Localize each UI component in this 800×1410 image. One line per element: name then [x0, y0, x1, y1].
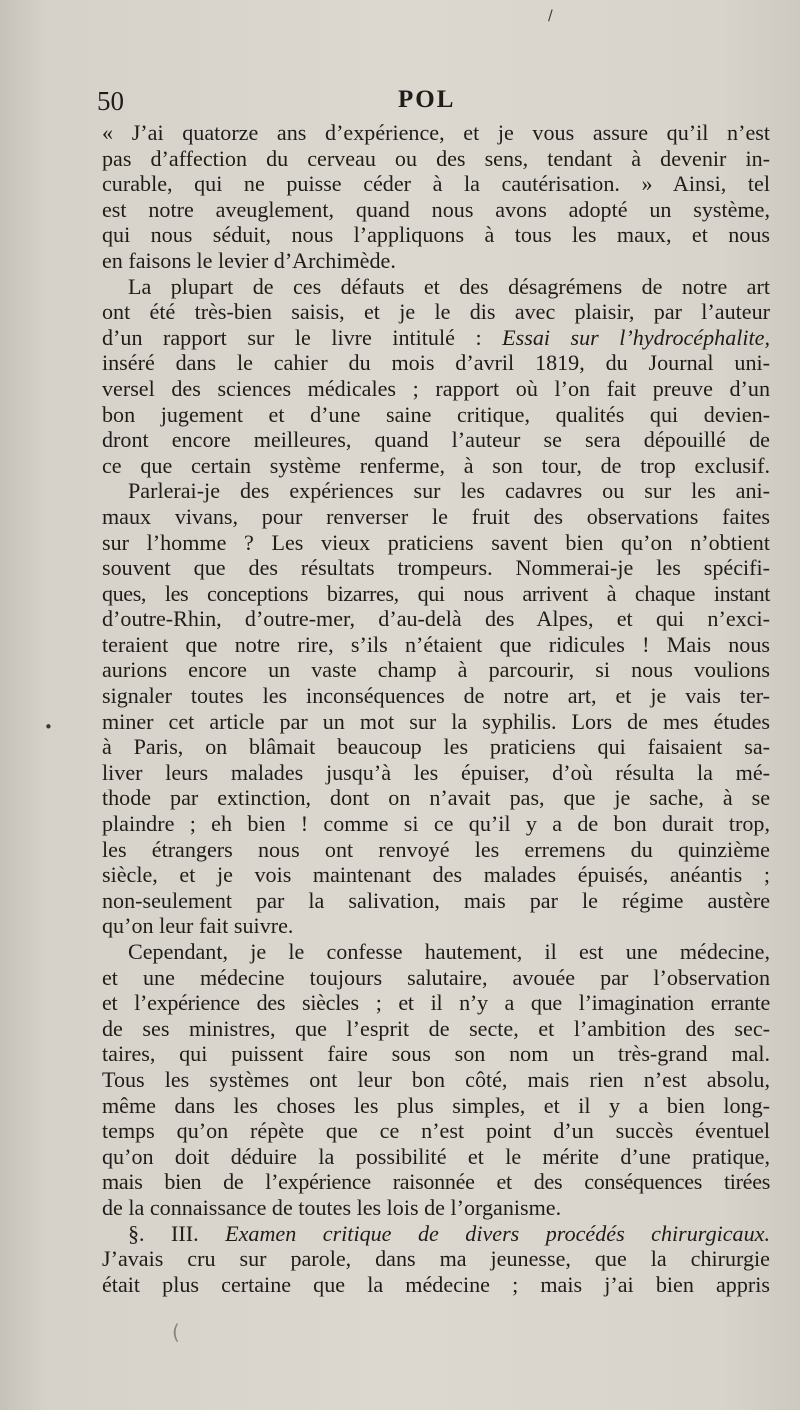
text-line: était plus certaine que la médecine ; mais j’ai bien appris [102, 1271, 770, 1297]
body-text [102, 120, 770, 1297]
text-line: d’outre-Rhin, d’outre-mer, d’au-delà des Alpes, et qui n’exci- [102, 606, 770, 632]
text-line [102, 325, 770, 351]
text-line [102, 1221, 770, 1247]
text-line: et une médecine toujours salutaire, avouée par l’observation [102, 964, 770, 990]
text-line: bon jugement et d’une saine critique, qualités qui devien- [102, 401, 770, 427]
text-line: J’avais cru sur parole, dans ma jeunesse, que la chirurgie [102, 1246, 770, 1272]
text-line: à Paris, on blâmait beaucoup les praticiens qui faisaient sa- [102, 734, 770, 760]
text-line: qu’on doit déduire la possibilité et le mérite d’une pratique, [102, 1143, 770, 1169]
text-line: pas d’affection du cerveau ou des sens, tendant à devenir in- [102, 145, 770, 171]
text-line: sur l’homme ? Les vieux praticiens savent bien qu’on n’obtient [102, 529, 770, 555]
text-line: de la connaissance de toutes les lois de l’organisme. [102, 1194, 562, 1220]
text-line: Tous les systèmes ont leur bon côté, mais rien n’est absolu, [102, 1066, 770, 1092]
text-line: thode par extinction, dont on n’avait pas, que je sache, à se [102, 785, 770, 811]
text-line: liver leurs malades jusqu’à les épuiser, d’où résulta la mé- [102, 759, 770, 785]
text-line: ques, les conceptions bizarres, qui nous arrivent à chaque instant [102, 580, 770, 606]
text-line: taires, qui puissent faire sous son nom un très-grand mal. [102, 1041, 770, 1067]
text-line: plaindre ; eh bien ! comme si ce qu’il y a de bon durait trop, [102, 811, 770, 837]
text-line: aurions encore un vaste champ à parcourir, si nous voulions [102, 657, 770, 683]
text-line: même dans les choses les plus simples, et il y a bien long- [102, 1092, 770, 1118]
text-line: de ses ministres, que l’esprit de secte, et l’ambition des sec- [102, 1015, 770, 1041]
text-line: maux vivans, pour renverser le fruit des observations faites [102, 503, 770, 529]
text-line: La plupart de ces défauts et des désagrémens de notre art [128, 273, 770, 299]
running-head: POL [398, 86, 456, 113]
text-line: versel des sciences médicales ; rapport où l’on fait preuve d’un [102, 375, 770, 401]
text-line: teraient que notre rire, s’ils n’étaient que ridicules ! Mais nous [102, 631, 770, 657]
text-line: Parlerai-je des expériences sur les cadavres ou sur les ani- [128, 478, 770, 504]
margin-mark: / [548, 8, 553, 24]
text-line: qui nous séduit, nous l’appliquons à tous les maux, et nous [102, 222, 770, 248]
text-line: Cependant, je le confesse hautement, il est une médecine, [128, 939, 770, 964]
text-line: signaler toutes les inconséquences de notre art, et je vais ter- [102, 683, 770, 709]
page-number: 50 [97, 86, 124, 116]
section-title: Examen critique de divers procédés chirurgicaux. [225, 1220, 770, 1246]
text-line: souvent que des résultats trompeurs. Nommerai-je les spécifi- [102, 555, 770, 581]
section-heading [102, 1221, 770, 1247]
text-line: curable, qui ne puisse céder à la cautérisation. » Ainsi, tel [102, 171, 770, 197]
paragraph-3 [102, 478, 770, 939]
text-line: siècle, et je vois maintenant des malades épuisés, anéantis ; [102, 862, 770, 888]
page-header [97, 86, 777, 118]
text-line: inséré dans le cahier du mois d’avril 1819, du Journal uni- [102, 350, 770, 376]
text-line: temps qu’on répète que ce n’est point d’un succès éventuel [102, 1118, 770, 1144]
text-line: non-seulement par la salivation, mais par le régime austère [102, 887, 770, 913]
paragraph-1 [102, 120, 770, 274]
text-line: mais bien de l’expérience raisonnée et des conséquences tirées [102, 1169, 770, 1195]
book-title: Essai sur l’hydrocéphalite, [502, 324, 771, 350]
margin-mark: ( [172, 1320, 180, 1344]
text-line: est notre aveuglement, quand nous avons adopté un système, [102, 196, 770, 222]
paragraph-4 [102, 939, 770, 1221]
text-line: ce que certain système renferme, à son tour, de trop exclusif. [102, 452, 770, 478]
section-number: §. III. [128, 1220, 199, 1246]
text-line: qu’on leur fait suivre. [102, 913, 294, 939]
text-line: miner cet article par un mot sur la syphilis. Lors de mes études [102, 708, 770, 734]
text-line: « J’ai quatorze ans d’expérience, et je vous assure qu’il n’est [102, 120, 770, 145]
text-line: en faisons le levier d’Archimède. [102, 247, 396, 273]
text-line: dront encore meilleures, quand l’auteur se sera dépouillé de [102, 427, 770, 453]
text-line: ont été très-bien saisis, et je le dis avec plaisir, par l’auteur [102, 299, 770, 325]
margin-mark: • [44, 718, 53, 736]
text-line: les étrangers nous ont renvoyé les erremens du quinzième [102, 836, 770, 862]
text-line: et l’expérience des siècles ; et il n’y a que l’imagination errante [102, 990, 770, 1016]
paragraph-2 [102, 274, 770, 479]
text-fragment: d’un rapport sur le livre intitulé : [102, 324, 482, 350]
paragraph-5 [102, 1246, 770, 1297]
